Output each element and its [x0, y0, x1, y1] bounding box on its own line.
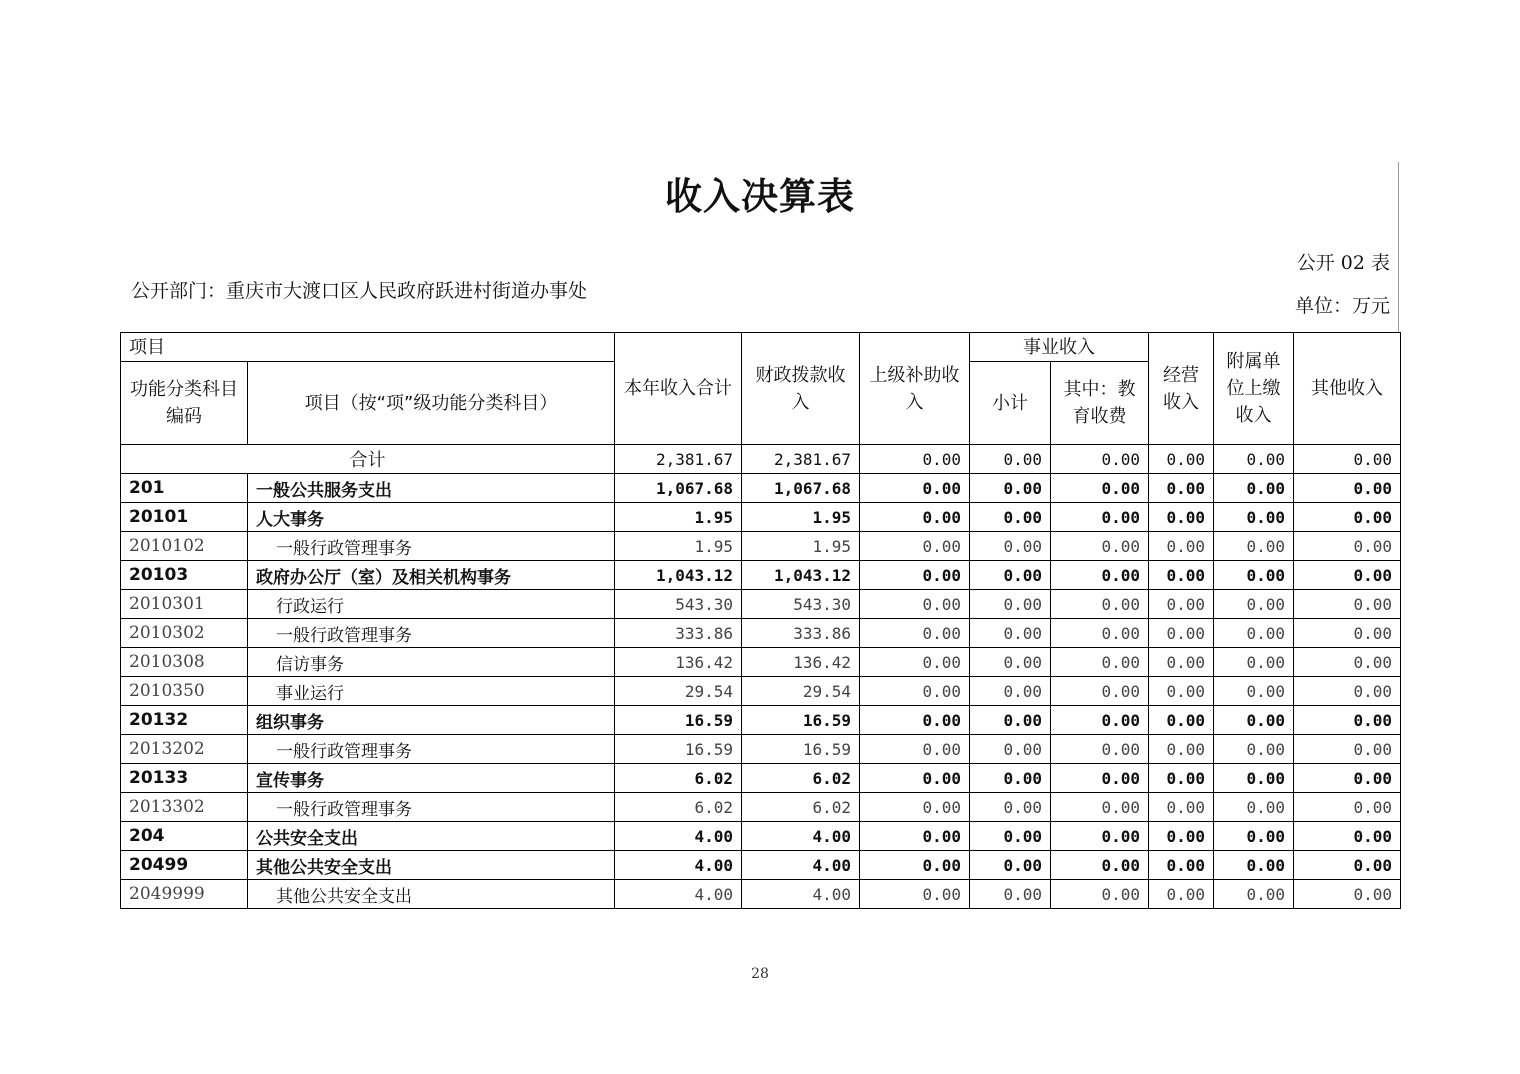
header-edu: 其中：教育收费 — [1051, 362, 1149, 445]
header-name: 项目（按“项”级功能分类科目） — [248, 362, 615, 445]
row-value: 0.00 — [860, 793, 970, 822]
row-value: 0.00 — [1051, 619, 1149, 648]
row-value: 0.00 — [860, 474, 970, 503]
income-statement-table — [120, 332, 1401, 909]
table-row — [121, 822, 1401, 851]
row-value: 0.00 — [860, 822, 970, 851]
row-value: 0.00 — [1149, 619, 1214, 648]
row-value: 0.00 — [1214, 735, 1294, 764]
row-code: 2010102 — [121, 532, 248, 561]
row-value: 0.00 — [1149, 561, 1214, 590]
row-name: 一般行政管理事务 — [248, 532, 615, 561]
row-value: 0.00 — [1149, 706, 1214, 735]
row-value: 0.00 — [1051, 851, 1149, 880]
row-value: 136.42 — [742, 648, 860, 677]
row-value: 0.00 — [970, 735, 1051, 764]
row-value: 4.00 — [742, 822, 860, 851]
row-value: 0.00 — [1294, 880, 1401, 909]
row-name: 一般行政管理事务 — [248, 619, 615, 648]
row-value: 0.00 — [970, 706, 1051, 735]
row-value: 0.00 — [1294, 764, 1401, 793]
table-row — [121, 764, 1401, 793]
header-business: 事业收入 — [970, 333, 1149, 362]
row-value: 0.00 — [970, 880, 1051, 909]
row-value: 0.00 — [970, 764, 1051, 793]
row-value: 0.00 — [1294, 706, 1401, 735]
row-code: 20103 — [121, 561, 248, 590]
row-value: 0.00 — [1149, 503, 1214, 532]
row-value: 1,043.12 — [615, 561, 742, 590]
row-value: 543.30 — [742, 590, 860, 619]
row-value: 4.00 — [615, 851, 742, 880]
row-value: 0.00 — [1149, 590, 1214, 619]
row-name: 人大事务 — [248, 503, 615, 532]
row-value: 0.00 — [1294, 735, 1401, 764]
row-value: 4.00 — [742, 880, 860, 909]
row-value: 0.00 — [1294, 793, 1401, 822]
row-value: 0.00 — [860, 619, 970, 648]
row-value: 0.00 — [1214, 532, 1294, 561]
table-row — [121, 590, 1401, 619]
row-name: 公共安全支出 — [248, 822, 615, 851]
row-value: 0.00 — [1294, 851, 1401, 880]
row-value: 0.00 — [1214, 648, 1294, 677]
row-value: 0.00 — [1149, 677, 1214, 706]
row-value: 543.30 — [615, 590, 742, 619]
row-value: 0.00 — [1051, 561, 1149, 590]
row-value: 1,067.68 — [742, 474, 860, 503]
row-value: 0.00 — [1051, 532, 1149, 561]
total-value: 2,381.67 — [615, 445, 742, 474]
row-code: 201 — [121, 474, 248, 503]
table-row — [121, 619, 1401, 648]
row-value: 0.00 — [970, 532, 1051, 561]
row-value: 0.00 — [1149, 474, 1214, 503]
row-name: 政府办公厅（室）及相关机构事务 — [248, 561, 615, 590]
table-row — [121, 532, 1401, 561]
row-value: 0.00 — [970, 851, 1051, 880]
row-name: 组织事务 — [248, 706, 615, 735]
table-row — [121, 851, 1401, 880]
header-affiliated: 附属单位上缴收入 — [1214, 333, 1294, 445]
total-label: 合计 — [121, 445, 615, 474]
row-code: 2013302 — [121, 793, 248, 822]
row-value: 16.59 — [742, 735, 860, 764]
row-value: 4.00 — [742, 851, 860, 880]
row-value: 0.00 — [970, 590, 1051, 619]
total-row — [121, 445, 1401, 474]
row-value: 0.00 — [970, 503, 1051, 532]
row-value: 0.00 — [1149, 532, 1214, 561]
department-label: 公开部门：重庆市大渡口区人民政府跃进村街道办事处 — [131, 280, 588, 302]
header-operating: 经营收入 — [1149, 333, 1214, 445]
row-value: 0.00 — [970, 793, 1051, 822]
row-value: 0.00 — [970, 677, 1051, 706]
row-value: 0.00 — [1214, 677, 1294, 706]
row-value: 136.42 — [615, 648, 742, 677]
header-item: 项目 — [121, 333, 615, 362]
row-value: 0.00 — [1149, 648, 1214, 677]
row-code: 2013202 — [121, 735, 248, 764]
row-code: 20499 — [121, 851, 248, 880]
row-name: 一般行政管理事务 — [248, 793, 615, 822]
row-value: 0.00 — [1214, 619, 1294, 648]
table-row — [121, 880, 1401, 909]
row-value: 0.00 — [970, 822, 1051, 851]
row-value: 29.54 — [615, 677, 742, 706]
row-value: 6.02 — [615, 764, 742, 793]
row-value: 29.54 — [742, 677, 860, 706]
row-value: 0.00 — [860, 677, 970, 706]
row-value: 0.00 — [860, 561, 970, 590]
row-code: 2010308 — [121, 648, 248, 677]
row-value: 0.00 — [1214, 764, 1294, 793]
row-value: 0.00 — [860, 648, 970, 677]
row-value: 1,067.68 — [615, 474, 742, 503]
table-row — [121, 503, 1401, 532]
row-code: 2010350 — [121, 677, 248, 706]
row-value: 0.00 — [1294, 677, 1401, 706]
row-value: 0.00 — [860, 590, 970, 619]
table-row — [121, 561, 1401, 590]
row-value: 0.00 — [1149, 764, 1214, 793]
header-fiscal: 财政拨款收入 — [742, 333, 860, 445]
row-value: 0.00 — [860, 706, 970, 735]
row-value: 1.95 — [742, 532, 860, 561]
row-value: 0.00 — [1051, 764, 1149, 793]
row-value: 0.00 — [1149, 851, 1214, 880]
table-row — [121, 677, 1401, 706]
table-row — [121, 735, 1401, 764]
row-value: 4.00 — [615, 880, 742, 909]
row-value: 0.00 — [1214, 851, 1294, 880]
row-value: 0.00 — [970, 619, 1051, 648]
row-value: 0.00 — [860, 880, 970, 909]
row-value: 0.00 — [1051, 677, 1149, 706]
row-value: 0.00 — [1214, 590, 1294, 619]
row-code: 20101 — [121, 503, 248, 532]
row-value: 0.00 — [970, 474, 1051, 503]
row-value: 0.00 — [970, 648, 1051, 677]
row-value: 0.00 — [1051, 793, 1149, 822]
row-value: 0.00 — [1149, 793, 1214, 822]
row-value: 0.00 — [1051, 706, 1149, 735]
row-value: 0.00 — [1294, 619, 1401, 648]
row-value: 6.02 — [615, 793, 742, 822]
row-name: 一般公共服务支出 — [248, 474, 615, 503]
total-value: 2,381.67 — [742, 445, 860, 474]
row-value: 0.00 — [1214, 880, 1294, 909]
row-value: 0.00 — [1294, 532, 1401, 561]
row-value: 0.00 — [1214, 561, 1294, 590]
form-number: 公开 02 表 — [1296, 252, 1390, 274]
header-other: 其他收入 — [1294, 333, 1401, 445]
header-superior: 上级补助收入 — [860, 333, 970, 445]
row-value: 0.00 — [860, 851, 970, 880]
row-name: 其他公共安全支出 — [248, 851, 615, 880]
row-value: 0.00 — [1294, 648, 1401, 677]
total-value: 0.00 — [1051, 445, 1149, 474]
total-value: 0.00 — [1214, 445, 1294, 474]
row-value: 0.00 — [1214, 822, 1294, 851]
row-value: 0.00 — [1149, 822, 1214, 851]
row-value: 16.59 — [615, 735, 742, 764]
row-code: 2010302 — [121, 619, 248, 648]
page-number: 28 — [751, 966, 769, 982]
row-name: 一般行政管理事务 — [248, 735, 615, 764]
row-value: 0.00 — [860, 503, 970, 532]
row-value: 6.02 — [742, 764, 860, 793]
row-value: 333.86 — [615, 619, 742, 648]
row-code: 20132 — [121, 706, 248, 735]
row-name: 行政运行 — [248, 590, 615, 619]
page-title: 收入决算表 — [665, 175, 855, 218]
row-value: 1.95 — [742, 503, 860, 532]
row-code: 20133 — [121, 764, 248, 793]
row-value: 0.00 — [860, 532, 970, 561]
row-value: 0.00 — [1149, 880, 1214, 909]
row-name: 其他公共安全支出 — [248, 880, 615, 909]
row-value: 1.95 — [615, 532, 742, 561]
header-code: 功能分类科目编码 — [121, 362, 248, 445]
row-value: 0.00 — [1214, 503, 1294, 532]
row-value: 333.86 — [742, 619, 860, 648]
row-value: 0.00 — [1051, 503, 1149, 532]
table-row — [121, 648, 1401, 677]
row-value: 0.00 — [970, 561, 1051, 590]
row-code: 204 — [121, 822, 248, 851]
row-value: 0.00 — [860, 735, 970, 764]
row-value: 0.00 — [1294, 561, 1401, 590]
row-value: 0.00 — [1294, 822, 1401, 851]
row-value: 16.59 — [615, 706, 742, 735]
row-value: 0.00 — [1214, 474, 1294, 503]
row-value: 4.00 — [615, 822, 742, 851]
header-total-income: 本年收入合计 — [615, 333, 742, 445]
row-value: 0.00 — [860, 764, 970, 793]
row-value: 16.59 — [742, 706, 860, 735]
row-value: 0.00 — [1051, 648, 1149, 677]
row-value: 0.00 — [1294, 474, 1401, 503]
total-value: 0.00 — [860, 445, 970, 474]
row-code: 2010301 — [121, 590, 248, 619]
row-value: 0.00 — [1051, 822, 1149, 851]
row-value: 0.00 — [1214, 706, 1294, 735]
header-subtotal: 小计 — [970, 362, 1051, 445]
row-value: 1,043.12 — [742, 561, 860, 590]
row-name: 事业运行 — [248, 677, 615, 706]
row-value: 0.00 — [1051, 474, 1149, 503]
row-name: 信访事务 — [248, 648, 615, 677]
table-row — [121, 474, 1401, 503]
row-value: 0.00 — [1051, 735, 1149, 764]
row-value: 0.00 — [1051, 880, 1149, 909]
row-name: 宣传事务 — [248, 764, 615, 793]
total-value: 0.00 — [1149, 445, 1214, 474]
row-value: 1.95 — [615, 503, 742, 532]
row-value: 0.00 — [1214, 793, 1294, 822]
table-row — [121, 706, 1401, 735]
row-value: 0.00 — [1294, 590, 1401, 619]
unit-label: 单位：万元 — [1294, 295, 1390, 317]
row-value: 6.02 — [742, 793, 860, 822]
row-value: 0.00 — [1294, 503, 1401, 532]
row-value: 0.00 — [1149, 735, 1214, 764]
total-value: 0.00 — [1294, 445, 1401, 474]
table-row — [121, 793, 1401, 822]
total-value: 0.00 — [970, 445, 1051, 474]
row-code: 2049999 — [121, 880, 248, 909]
row-value: 0.00 — [1051, 590, 1149, 619]
